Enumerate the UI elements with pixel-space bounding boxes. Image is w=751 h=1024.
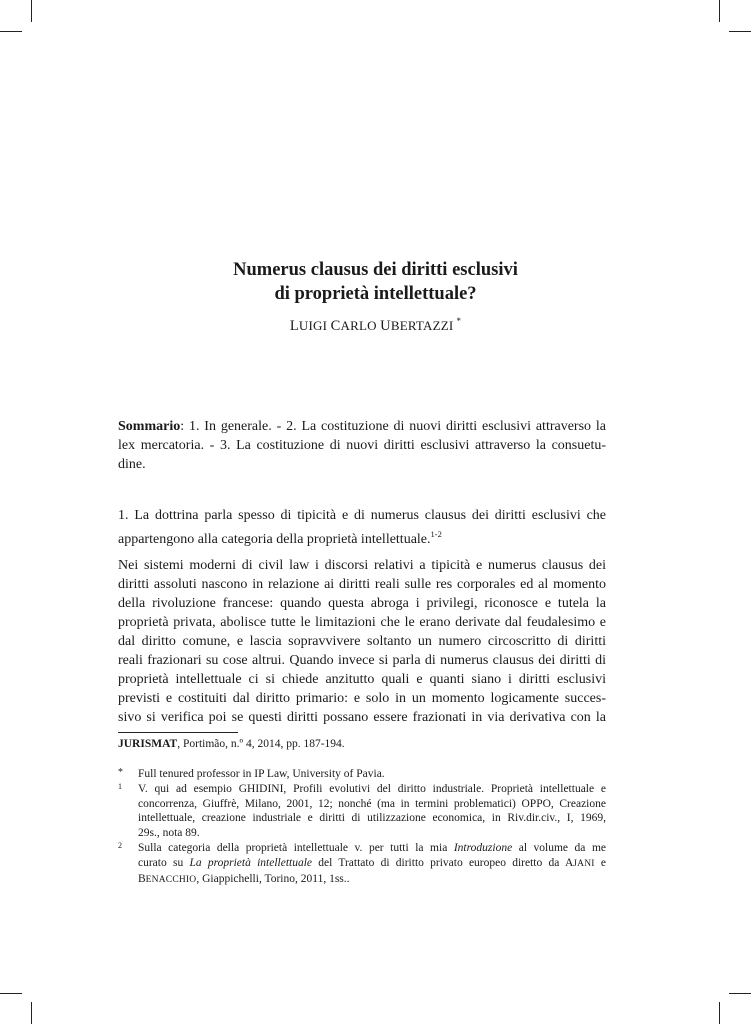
footnote-1 [118,782,606,841]
summary-label: Sommario [118,419,181,434]
summary [118,417,606,474]
paragraph-2-line: diritti assoluti nascono in relazione ai diritti reali sulle res corporales ed al momento [118,577,606,592]
article-title-line-2: di proprietà intellettuale? [274,284,477,304]
article-title [0,258,751,306]
footnote-1-mark: 1 [118,781,122,791]
footnote-star-mark: * [118,767,123,778]
footnote-2-line-2: curato su La proprietà intellettuale del Trattato di diritto privato europeo diretto da AJANI e [138,856,607,869]
paragraph-2-line: Nei sistemi moderni di civil law i discorsi relativi a tipicità e numerus clausus dei [118,558,606,573]
crop-mark-top-left-vertical [31,0,32,22]
crop-mark-top-left-horizontal [0,31,22,32]
footnote-1-line: concorrenza, Giuffrè, Milano, 2001, 12; nonché (ma in termini problematici) OPPO, Creazione [138,797,606,810]
paragraph-1 [118,506,606,549]
article-title-line-1: Numerus clausus dei diritti esclusivi [233,260,518,280]
paragraph-1-line-1: 1. La dottrina parla spesso di tipicità e di numerus clausus dei diritti esclusivi che [118,508,606,523]
paragraph-2-line: della rivoluzione francese: quando questa abroga i privilegi, riconosce e tutela la [118,596,606,611]
paragraph-2-line: dal diritto comune, e lascia sopravvivere soltanto un numero circoscritto di diritti [118,634,606,649]
footnote-2-line-3: BENACCHIO, Giappichelli, Torino, 2011, 1ss.. [138,872,350,885]
crop-mark-bottom-right-vertical [719,1002,720,1024]
footnote-1-line: V. qui ad esempio GHIDINI, Profili evolutivi del diritto industriale. Proprietà intellettuale e [138,782,606,795]
author-footnote-mark[interactable]: * [456,316,462,326]
footnote-1-line: 29s., nota 89. [138,827,200,840]
footnote-1-line: intellettuale, creazione industriale e diritti di utilizzazione economica, in Riv.dir.civ., I, 1969, [138,812,606,825]
summary-line-2: lex mercatoria. - 3. La costituzione di nuovi diritti esclusivi attraverso la consuetu- [118,438,606,453]
paragraph-2-line: proprietà privata, abolisce tutte le limitazioni che le erano derivate dal feudalesimo e [118,615,606,630]
footnote-2-line-1: Sulla categoria della proprietà intellettuale v. per tutti la mia Introduzione al volume da me [138,841,606,854]
footnote-ref-1-2[interactable]: 1-2 [430,529,442,539]
footnote-2-mark: 2 [118,840,122,850]
footnotes [118,767,606,887]
summary-line-1: Sommario: 1. In generale. - 2. La costituzione di nuovi diritti esclusivi attraverso la [118,419,606,434]
crop-mark-top-right-horizontal [729,31,751,32]
paragraph-2-line: reali frazionari su cose altrui. Quando invece si parla di numerus clausus dei diritti di [118,653,606,668]
paragraph-2-line: proprietà intellettuale ci si chiede anzitutto quali e quanti siano i diritti esclusivi [118,672,606,687]
crop-mark-top-right-vertical [719,0,720,22]
paragraph-2-line: previsti e costituiti dal diritto primario: e solo in un momento logicamente succes- [118,691,606,706]
crop-mark-bottom-right-horizontal [729,993,751,994]
journal-name: JURISMAT [118,738,178,750]
paragraph-2 [118,556,606,727]
summary-line-3: dine. [118,457,146,472]
footnote-2 [118,841,606,887]
author-name: LUIGI CARLO UBERTAZZI * [289,316,462,334]
journal-citation: JURISMAT, Portimão, n.º 4, 2014, pp. 187-194. [118,738,345,750]
paragraph-1-line-2: appartengono alla categoria della proprietà intellettuale.$^{1-2}$ [118,529,442,547]
paragraph-2-line: sivo si verifica poi se questi diritti possano essere frazionati in via derivativa con la [118,710,606,725]
crop-mark-bottom-left-vertical [31,1002,32,1024]
footnote-star: * Full tenured professor in IP Law, University of Pavia. [118,767,385,780]
crop-mark-bottom-left-horizontal [0,993,22,994]
footnote-separator [118,732,238,733]
